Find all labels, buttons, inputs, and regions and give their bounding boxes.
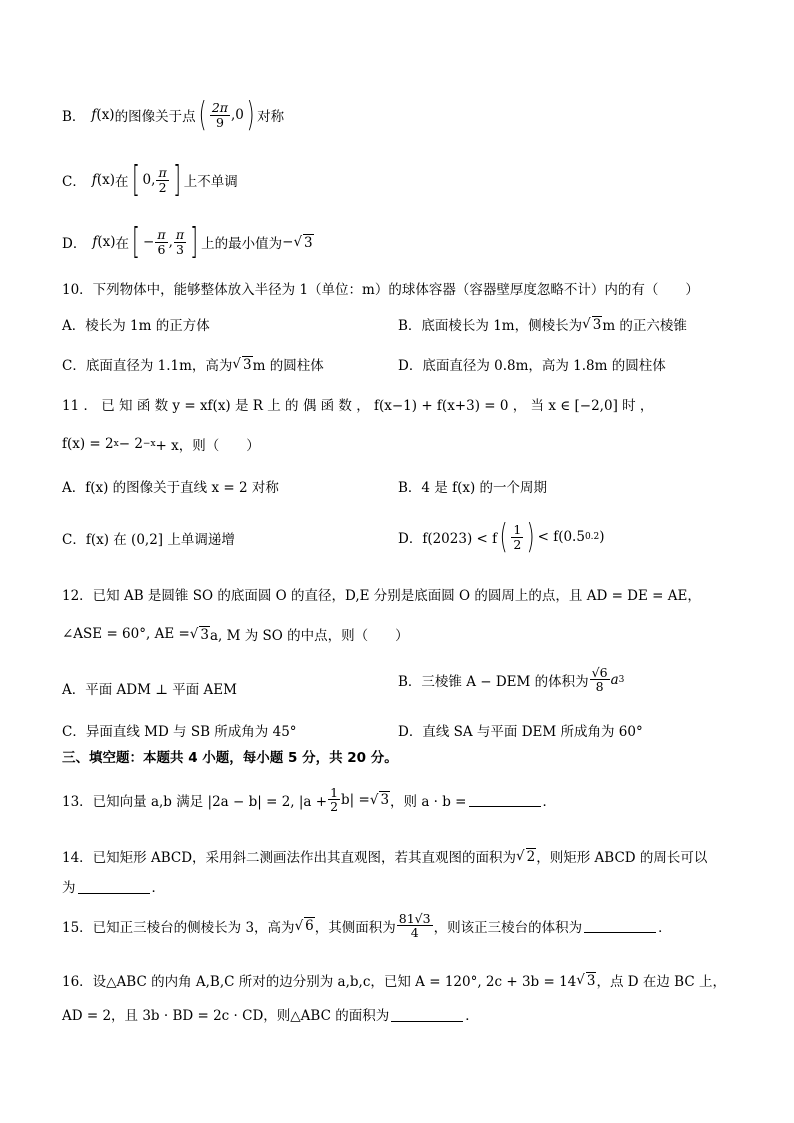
comma: ,: [168, 234, 173, 250]
q11-option-b: [398, 476, 547, 496]
question-text: b| =: [341, 791, 370, 808]
fraction: [156, 166, 168, 193]
option-text: m 的正六棱锥: [602, 318, 687, 334]
denominator: 6: [157, 241, 166, 257]
numerator: π: [157, 227, 166, 243]
q15: [62, 912, 672, 939]
q16-line1: [62, 970, 726, 990]
right-bracket: ]: [190, 221, 198, 262]
question-text: ，其侧面积为: [314, 919, 396, 936]
sqrt-symbol: √: [189, 626, 199, 642]
question-text: 11 ． 已 知 函 数 y = xf(x) 是 R 上 的 偶 函 数 ， f(x−1) + f(x+3) = 0 ， 当 x ∈ [−2,0] 时 ，: [62, 398, 654, 414]
math-pre: −: [143, 234, 155, 250]
exponent: x: [113, 439, 119, 449]
denominator: 8: [595, 679, 604, 695]
fraction: [328, 786, 340, 813]
q10-option-c: [62, 354, 324, 374]
answer-blank[interactable]: [584, 918, 656, 933]
exponent: −x: [142, 439, 156, 449]
sqrt-value: 3: [304, 234, 313, 251]
sqrt-symbol: √: [576, 972, 585, 988]
numerator: 6: [599, 665, 608, 680]
q11-stem-line2: [62, 434, 260, 454]
numerator: 1: [513, 522, 522, 538]
option-text: D．f(2023) < f: [398, 531, 498, 547]
question-text: 14．已知矩形 ABCD，采用斜二测画法作出其直观图，若其直观图的面积为: [62, 850, 517, 866]
left-paren: (: [198, 95, 207, 135]
answer-blank[interactable]: [469, 792, 541, 807]
q10-stem: [62, 278, 699, 298]
sqrt-symbol: √: [582, 316, 591, 332]
math-arg: (x): [96, 107, 115, 123]
option-text: 在: [115, 236, 129, 252]
q9-option-d: [62, 221, 314, 262]
q11-option-d: [398, 517, 605, 557]
option-text: B．4 是 f(x) 的一个周期: [398, 480, 548, 496]
denominator: 9: [215, 114, 224, 130]
right-paren: ): [246, 95, 255, 135]
sqrt-symbol: √: [369, 791, 379, 808]
sqrt-value: 3: [586, 972, 596, 989]
question-text: f(x) = 2: [62, 436, 114, 452]
right-bracket: ]: [172, 159, 181, 200]
option-text: D．底面直径为 0.8m，高为 1.8m 的圆柱体: [398, 358, 666, 374]
section-title: 三、填空题：本题共 4 小题，每小题 5 分，共 20 分。: [62, 750, 398, 766]
math-f: f: [91, 172, 97, 188]
option-text: C．f(x) 在 (0,2] 上单调递增: [62, 532, 235, 548]
section-3-heading: [62, 746, 398, 766]
option-label: C．: [62, 174, 86, 190]
left-bracket: [: [132, 221, 140, 262]
option-text: A．平面 ADM ⊥ 平面 AEM: [62, 682, 237, 698]
option-text: 的图像关于点: [114, 109, 196, 125]
sqrt-value: 3: [592, 316, 602, 333]
numerator: π: [175, 227, 185, 243]
sqrt-symbol: √: [414, 911, 423, 926]
question-text: ．: [542, 793, 556, 810]
question-text: 为: [62, 880, 76, 896]
sqrt-symbol: √: [293, 234, 303, 250]
math-tail: ,0: [231, 107, 244, 123]
option-text: A．f(x) 的图像关于直线 x = 2 对称: [62, 480, 279, 496]
denominator: 2: [330, 799, 339, 815]
question-text: 16．设△ABC 的内角 A,B,C 所对的边分别为 a,b,c，已知 A = 120°, 2c + 3b = 14: [62, 974, 577, 990]
q10-option-b: [398, 314, 687, 334]
q14-line1: [62, 846, 707, 866]
q16-line2: [62, 1004, 479, 1024]
option-text: 对称: [257, 109, 285, 125]
option-text: D．直线 SA 与平面 DEM 所成角为 60°: [398, 724, 643, 740]
math-pre: 0,: [142, 172, 156, 188]
option-text: 在: [115, 174, 129, 190]
option-text: C．异面直线 MD 与 SB 所成角为 45°: [62, 724, 297, 740]
sqrt-value: 3: [380, 792, 390, 809]
q12-option-a: [62, 678, 237, 698]
fraction: [590, 666, 610, 693]
option-text: B．底面棱长为 1m，侧棱长为: [398, 318, 583, 334]
numerator: 81: [398, 911, 415, 926]
sqrt-value: 3: [200, 626, 209, 643]
question-text: 15．已知正三棱台的侧棱长为 3，高为: [62, 919, 295, 936]
question-text: ，则该正三棱台的体积为: [433, 919, 583, 936]
answer-blank[interactable]: [391, 1007, 463, 1022]
math-arg: (x): [96, 172, 115, 188]
denominator: 3: [175, 241, 184, 257]
left-bracket: [: [131, 159, 140, 200]
question-text: AD = 2，且 3b · BD = 2c · CD，则△ABC 的面积为: [62, 1008, 390, 1024]
numerator: 1: [330, 785, 339, 800]
q9-option-c: [62, 159, 238, 200]
q11-stem-line1: [62, 394, 653, 414]
sqrt-symbol: √: [294, 917, 304, 934]
option-text: A．棱长为 1m 的正方体: [62, 318, 210, 334]
option-text: ): [599, 529, 605, 545]
exponent: 0.2: [584, 532, 600, 542]
sqrt-symbol: √: [232, 356, 242, 372]
q12-option-d: [398, 720, 643, 740]
numerator-sqrt: 3: [422, 911, 431, 926]
denominator: 2: [158, 179, 167, 195]
question-text: + x，则（ ）: [155, 438, 260, 454]
question-text: − 2: [118, 436, 143, 452]
question-text: 13．已知向量 a,b 满足 |2a − b| = 2, |a +: [62, 793, 328, 810]
sqrt-symbol: √: [591, 665, 600, 680]
numerator: π: [158, 165, 167, 181]
fraction: [155, 228, 167, 255]
q11-option-c: [62, 528, 235, 548]
q13: [62, 786, 556, 813]
sqrt-value: 3: [243, 356, 252, 373]
question-text: ．: [465, 1008, 479, 1024]
q12-option-b: [398, 666, 624, 693]
q10-option-a: [62, 314, 210, 334]
question-text: ．: [658, 919, 672, 936]
option-text: 上不单调: [183, 174, 238, 190]
fraction: [397, 912, 433, 939]
q14-line2: [62, 876, 165, 896]
denominator: 2: [513, 536, 522, 552]
math-arg: (x): [97, 234, 116, 250]
math-minus: −: [282, 234, 294, 250]
question-text: ∠ASE = 60°, AE =: [62, 626, 190, 642]
q12-stem-line1: [62, 584, 701, 604]
question-text: 10．下列物体中，能够整体放入半径为 1（单位：m）的球体容器（容器壁厚度忽略不计）内的有（ ）: [62, 282, 699, 298]
option-text: < f(0.5: [537, 529, 585, 545]
question-text: ，则 a · b =: [390, 793, 467, 810]
denominator: 4: [410, 925, 419, 941]
q11-option-a: [62, 476, 279, 496]
q12-stem-line2: [62, 624, 409, 644]
q9-option-b: [62, 95, 285, 135]
question-text: ，则矩形 ABCD 的周长可以: [536, 850, 708, 866]
sqrt-value: 6: [305, 918, 314, 935]
question-text: 12．已知 AB 是圆锥 SO 的底面圆 O 的直径，D,E 分别是底面圆 O 的圆周上的点，且 AD = DE = AE，: [62, 588, 701, 604]
left-paren: (: [499, 517, 508, 557]
sqrt-value: 2: [526, 848, 536, 865]
q12-option-c: [62, 720, 297, 740]
math-f: f: [91, 107, 97, 123]
fraction: [174, 228, 186, 255]
option-text: B．三棱锥 A − DEM 的体积为: [398, 673, 589, 690]
answer-blank[interactable]: [78, 879, 150, 894]
fraction: [511, 523, 523, 550]
numerator: 2π: [211, 100, 229, 116]
math-f: f: [92, 234, 98, 250]
option-label: B．: [62, 109, 86, 125]
option-label: D．: [62, 236, 87, 252]
option-text: m 的圆柱体: [252, 358, 324, 374]
right-paren: ): [526, 517, 535, 557]
question-text: ．: [151, 880, 165, 896]
q10-option-d: [398, 354, 666, 374]
fraction: [210, 101, 230, 128]
option-text: C．底面直径为 1.1m，高为: [62, 358, 233, 374]
option-text: a: [610, 671, 619, 688]
sqrt-symbol: √: [516, 848, 525, 864]
question-text: ，点 D 在边 BC 上，: [596, 974, 726, 990]
question-text: a, M 为 SO 的中点，则（ ）: [209, 628, 409, 644]
option-text: 上的最小值为: [201, 236, 283, 252]
exponent: 3: [618, 674, 625, 685]
